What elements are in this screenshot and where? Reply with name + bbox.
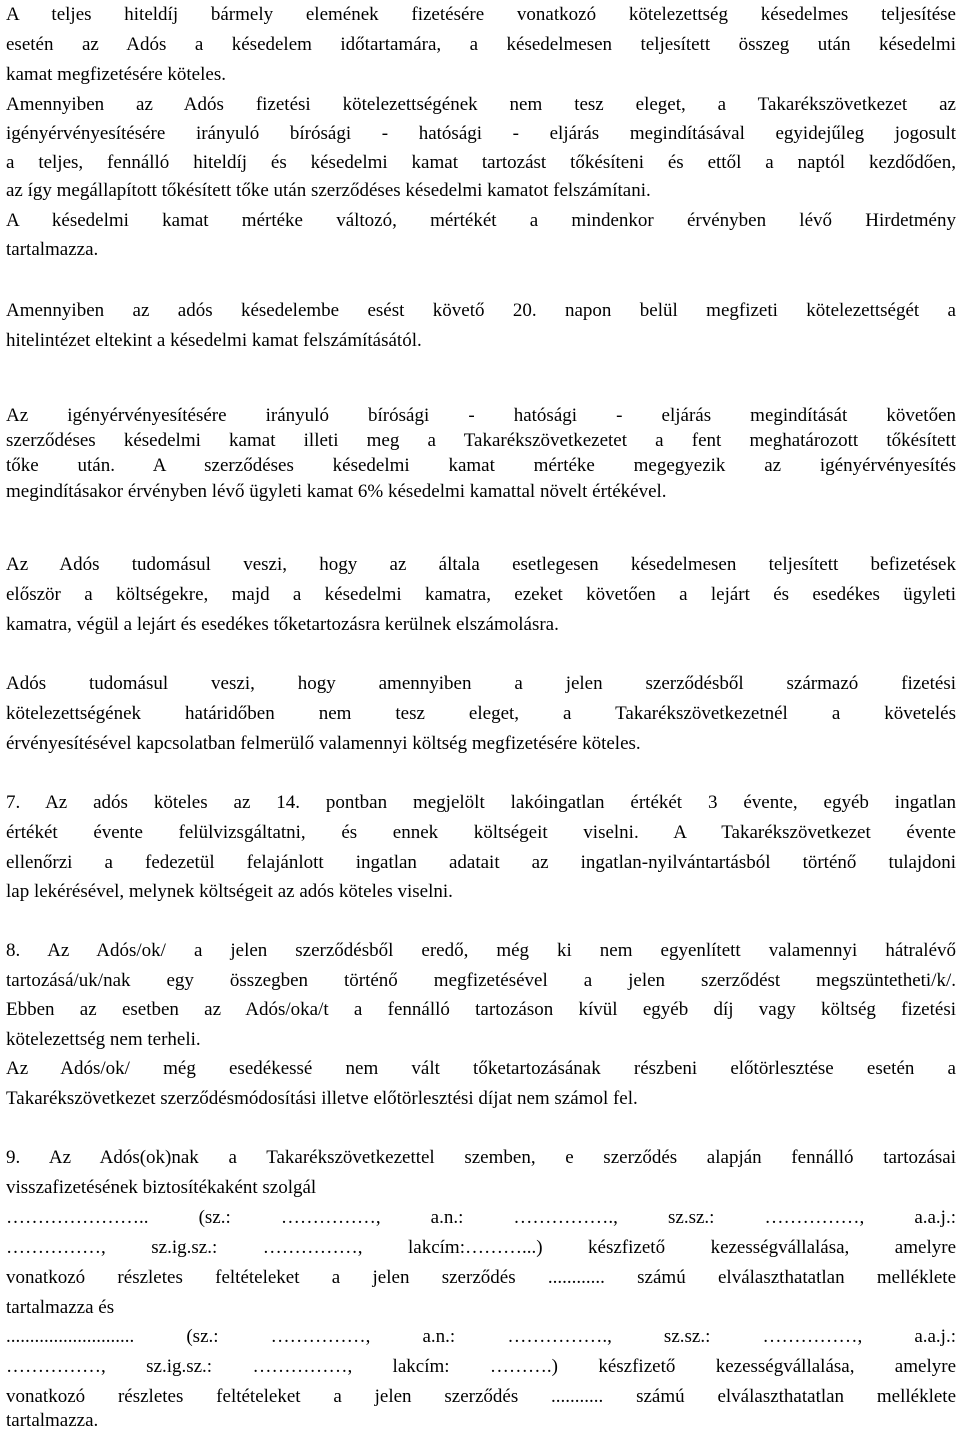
text-line: Az Adós tudomásul veszi, hogy az általa esetlegesen késedelmesen teljesített befizetések: [6, 554, 956, 575]
text-line: értékét évente felülvizsgáltatni, és ennek költségeit viselni. A Takarékszövetkezet évente: [6, 822, 956, 843]
text-line: Takarékszövetkezet szerződésmódosítási illetve előtörlesztési díjat nem számol fel.: [6, 1088, 638, 1109]
text-line: kamatra, végül a lejárt és esedékes tőketartozásra kerülnek elszámolásra.: [6, 614, 559, 635]
text-line: igényérvényesítésére irányuló bírósági - hatósági - eljárás megindításával egyidejűleg jogosult: [6, 123, 956, 144]
text-line: esetén az Adós a késedelem időtartamára, a késedelmesen teljesített összeg után késedelmi: [6, 34, 956, 55]
text-line: kötelezettség nem terheli.: [6, 1029, 201, 1050]
text-line: tartalmazza.: [6, 1410, 99, 1431]
text-line: A teljes hiteldíj bármely elemének fizetésére vonatkozó kötelezettség késedelmes teljesítése: [6, 4, 956, 25]
text-line: 9. Az Adós(ok)nak a Takarékszövetkezettel szemben, e szerződés alapján fennálló tartozásai: [6, 1147, 956, 1168]
text-line: megindításakor érvényben lévő ügyleti kamat 6% késedelmi kamattal növelt értékével.: [6, 481, 667, 502]
text-line: először a költségekre, majd a késedelmi kamatra, ezeket követően a lejárt és esedékes ügyleti: [6, 584, 956, 605]
text-line: vonatkozó részletes feltételeket a jelen szerződés ........... számú elválaszthatatlan melléklete: [6, 1386, 956, 1407]
text-line: tartalmazza.: [6, 239, 99, 260]
text-line: tőke után. A szerződéses késedelmi kamat mértéke megegyezik az igényérvényesítés: [6, 455, 956, 476]
text-line: ……………, sz.ig.sz.: ……………, lakcím: ……….) készfizető kezességvállalása, amelyre: [6, 1356, 956, 1377]
text-line: szerződéses késedelmi kamat illeti meg a Takarékszövetkezetet a fent meghatározott tőkésített: [6, 430, 956, 451]
text-line: Amennyiben az adós késedelembe esést követő 20. napon belül megfizeti kötelezettségét a: [6, 300, 956, 321]
text-line: az így megállapított tőkésített tőke után szerződéses késedelmi kamatot felszámítani.: [6, 180, 651, 201]
text-line: ……………, sz.ig.sz.: ……………, lakcím:………...) készfizető kezességvállalása, amelyre: [6, 1237, 956, 1258]
text-line: tartalmazza és: [6, 1297, 115, 1318]
text-line: Az igényérvényesítésére irányuló bírósági - hatósági - eljárás megindítását követően: [6, 405, 956, 426]
text-line: érvényesítésével kapcsolatban felmerülő valamennyi költség megfizetésére köteles.: [6, 733, 641, 754]
text-line: ........................... (sz.: ……………, a.n.: ……………., sz.sz.: ……………, a.a.j.:: [6, 1326, 956, 1347]
text-line: Adós tudomásul veszi, hogy amennyiben a jelen szerződésből származó fizetési: [6, 673, 956, 694]
text-line: tartozásá/uk/nak egy összegben történő megfizetésével a jelen szerződést megszüntetheti/k/.: [6, 970, 956, 991]
text-line: Ebben az esetben az Adós/oka/t a fennálló tartozáson kívül egyéb díj vagy költség fizetési: [6, 999, 956, 1020]
text-line: kötelezettségének határidőben nem tesz eleget, a Takarékszövetkezetnél a követelés: [6, 703, 956, 724]
text-line: 8. Az Adós/ok/ a jelen szerződésből eredő, még ki nem egyenlített valamennyi hátralévő: [6, 940, 956, 961]
text-line: lap lekérésével, melynek költségeit az adós köteles viselni.: [6, 881, 453, 902]
text-line: 7. Az adós köteles az 14. pontban megjelölt lakóingatlan értékét 3 évente, egyéb ingatlan: [6, 792, 956, 813]
text-line: ellenőrzi a fedezetül felajánlott ingatlan adatait az ingatlan-nyilvántartásból történő tulajdoni: [6, 852, 956, 873]
text-line: Az Adós/ok/ még esedékessé nem vált tőketartozásának részbeni előtörlesztése esetén a: [6, 1058, 956, 1079]
text-line: A késedelmi kamat mértéke változó, mértékét a mindenkor érvényben lévő Hirdetmény: [6, 210, 956, 231]
text-line: ………………….. (sz.: ……………, a.n.: ……………., sz.sz.: ……………, a.a.j.:: [6, 1207, 956, 1228]
text-line: visszafizetésének biztosítékaként szolgál: [6, 1177, 317, 1198]
text-line: Amennyiben az Adós fizetési kötelezettségének nem tesz eleget, a Takarékszövetkezet az: [6, 94, 956, 115]
text-line: vonatkozó részletes feltételeket a jelen szerződés ............ számú elválaszthatatlan melléklete: [6, 1267, 956, 1288]
text-line: kamat megfizetésére köteles.: [6, 64, 226, 85]
text-line: hitelintézet eltekint a késedelmi kamat felszámításától.: [6, 330, 422, 351]
text-line: a teljes, fennálló hiteldíj és késedelmi kamat tartozást tőkésíteni és ettől a naptól kezdődően,: [6, 152, 956, 173]
